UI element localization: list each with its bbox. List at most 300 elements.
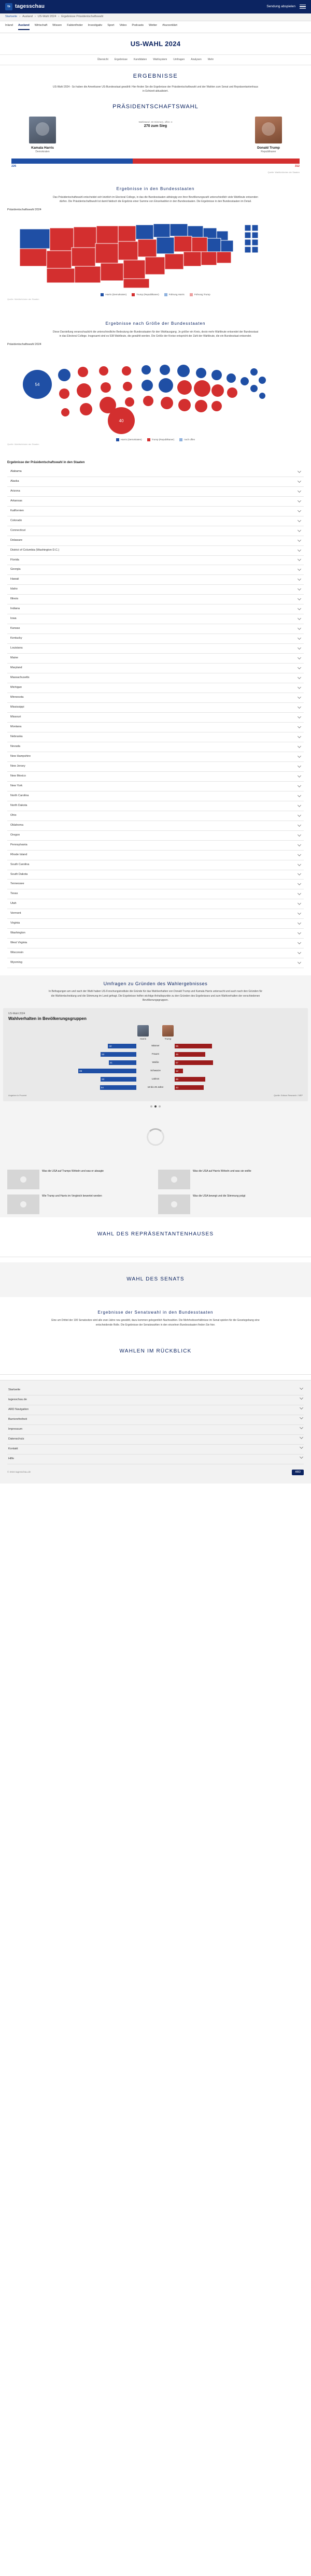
state-accordion-label: Minnesota: [10, 696, 24, 699]
svg-text:54: 54: [35, 382, 40, 387]
chevron-down-icon: [298, 872, 301, 875]
state-accordion-row[interactable]: [7, 654, 304, 664]
chevron-down-icon: [298, 960, 301, 964]
chevron-down-icon: [298, 626, 301, 630]
chevron-down-icon: [298, 725, 301, 728]
chevron-down-icon: [298, 803, 301, 807]
footer-item-label: Hilfe: [8, 1457, 15, 1460]
chevron-down-icon: [298, 833, 301, 837]
chevron-down-icon: [298, 862, 301, 866]
chevron-down-icon: [300, 1386, 303, 1390]
state-accordion-row[interactable]: [7, 575, 304, 585]
breadcrumb-item-1[interactable]: Ausland: [22, 15, 33, 18]
breadcrumb-item-2[interactable]: US-Wahl 2024: [37, 15, 56, 18]
footer-item[interactable]: [7, 1445, 304, 1455]
top-bar: [0, 0, 311, 13]
state-accordion-row[interactable]: [7, 614, 304, 624]
carousel-dot-0[interactable]: [150, 1105, 152, 1107]
footer: [0, 1380, 311, 1484]
survey-value-trump: 45: [176, 1078, 179, 1081]
tab-mehr[interactable]: Mehr: [207, 57, 214, 61]
map2-section: [0, 308, 311, 453]
results-heading: ERGEBNISSE: [133, 73, 178, 80]
survey-group-label: Weiße: [152, 1061, 159, 1064]
state-accordion-row[interactable]: [7, 870, 304, 880]
footer-item-label: Datenschutz: [8, 1437, 24, 1441]
map1-label: Präsidentschaftswahl 2024: [7, 208, 41, 211]
nav-item-investigativ[interactable]: Investigativ: [88, 23, 103, 27]
footer-item-label: ARD Navigation: [8, 1407, 29, 1411]
ev-source: Quelle: Wahlbehörden der Staaten: [267, 170, 300, 174]
breadcrumb: [0, 13, 311, 21]
chevron-down-icon: [298, 587, 301, 591]
survey-bar-harris: [8, 1044, 136, 1048]
survey-bar-harris: [8, 1085, 136, 1090]
chevron-down-icon: [298, 931, 301, 934]
breadcrumb-sep-3: ›: [58, 15, 60, 18]
state-accordion-row[interactable]: [7, 683, 304, 693]
state-accordion-row[interactable]: [7, 664, 304, 673]
survey-value-harris: 53: [102, 1078, 105, 1081]
state-accordion-row[interactable]: [7, 693, 304, 703]
state-accordion-label: Wisconsin: [10, 951, 24, 955]
legend-lead-harris: [164, 293, 185, 297]
state-accordion-label: Nebraska: [10, 735, 23, 738]
chevron-down-icon: [298, 754, 301, 758]
ev-labels: [11, 165, 300, 169]
state-accordion-row[interactable]: [7, 605, 304, 614]
teaser-image-1: [158, 1170, 190, 1189]
states-accordion-title: Ergebnisse der Präsidentschaftswahl in den Staaten: [7, 461, 85, 465]
state-accordion-row[interactable]: [7, 732, 304, 742]
tab-wahlsystem[interactable]: Wahlsystem: [153, 57, 167, 61]
survey-group-label: Schwarze: [150, 1069, 161, 1072]
chevron-down-icon: [298, 685, 301, 689]
state-accordion-label: Vermont: [10, 912, 21, 915]
survey-harris-head: [137, 1025, 149, 1041]
chevron-down-icon: [298, 567, 301, 571]
legend-lead-trump: [190, 293, 210, 297]
state-accordion-label: Ohio: [10, 813, 17, 817]
state-accordion-label: Missouri: [10, 715, 21, 718]
state-accordion-row[interactable]: [7, 889, 304, 899]
footer-item[interactable]: [7, 1386, 304, 1395]
chevron-down-icon: [298, 921, 301, 925]
brand[interactable]: [5, 3, 45, 11]
state-accordion-row[interactable]: [7, 919, 304, 929]
senate-banner: WAHL DES SENATS: [0, 1262, 311, 1297]
survey-group-row: [8, 1084, 303, 1091]
chevron-down-icon: [300, 1435, 303, 1439]
survey-bar-trump: [175, 1052, 303, 1057]
nav-item-wirtschaft[interactable]: Wirtschaft: [34, 23, 48, 27]
chevron-down-icon: [298, 695, 301, 699]
survey-value-harris: 41: [109, 1061, 112, 1064]
survey-harris-name: Harris: [140, 1037, 146, 1040]
candidate-harris: [11, 117, 74, 154]
state-accordion-row[interactable]: [7, 477, 304, 487]
state-accordion-label: Colorado: [10, 519, 22, 522]
state-accordion-row[interactable]: [7, 841, 304, 851]
electoral-vote-bar: [11, 159, 300, 164]
chevron-down-icon: [298, 891, 301, 895]
us-bubble-svg: [7, 348, 304, 436]
tab-kandidaten[interactable]: Kandidaten: [133, 57, 147, 61]
chevron-down-icon: [298, 528, 301, 532]
map2-legend: [7, 438, 304, 442]
page-title-bar: [0, 33, 311, 55]
house-banner: WAHL DES REPRÄSENTANTENHAUSES: [97, 1231, 214, 1237]
state-accordion-label: Idaho: [10, 587, 18, 591]
chevron-down-icon: [298, 951, 301, 954]
chevron-down-icon: [298, 509, 301, 512]
chevron-down-icon: [300, 1426, 303, 1429]
survey-card-heads: [8, 1025, 303, 1041]
survey-group-row: [8, 1059, 303, 1066]
state-accordion-row[interactable]: [7, 929, 304, 939]
state-accordion-row[interactable]: [7, 939, 304, 948]
nav-item-kurzerklaert[interactable]: #kurzerklärt: [162, 23, 177, 27]
nav-item-faktenfinder[interactable]: Faktenfinder: [67, 23, 83, 27]
state-accordion-label: Texas: [10, 892, 18, 896]
footer-item[interactable]: [7, 1455, 304, 1464]
chevron-down-icon: [298, 901, 301, 905]
state-accordion-label: Kentucky: [10, 637, 22, 640]
survey-bar-harris: [8, 1069, 136, 1073]
footer-item-label: tagesschau.de: [8, 1398, 27, 1401]
candidate-trump: [237, 117, 300, 154]
breadcrumb-sep-2: ›: [34, 15, 36, 18]
nav-item-wetter[interactable]: Wetter: [149, 23, 158, 27]
chevron-down-icon: [298, 911, 301, 915]
harris-name: Kamala Harris: [31, 146, 54, 150]
teaser-item-0[interactable]: [7, 1170, 153, 1189]
state-accordion-row[interactable]: [7, 634, 304, 644]
chevron-down-icon: [298, 774, 301, 778]
status-note-wrap: [138, 117, 172, 129]
survey-value-harris: 54: [101, 1086, 104, 1089]
legend2-harris: [116, 438, 142, 442]
teaser-item-1[interactable]: [158, 1170, 304, 1189]
divider-review: [0, 1374, 311, 1375]
state-accordion-row[interactable]: [7, 742, 304, 752]
chevron-down-icon: [298, 823, 301, 827]
state-accordion-row[interactable]: [7, 948, 304, 958]
trump-party: Republikaner: [261, 150, 276, 154]
footer-item[interactable]: [7, 1405, 304, 1415]
survey-trump-name: Trump: [164, 1037, 172, 1040]
state-accordion-row[interactable]: [7, 497, 304, 507]
teaser-item-3[interactable]: [158, 1195, 304, 1214]
state-accordion-label: Nevada: [10, 744, 20, 748]
ev-needed: 270 zum Sieg: [144, 124, 167, 128]
state-accordion-row[interactable]: [7, 880, 304, 889]
copyright: © 2024 tagesschau.de: [7, 1471, 31, 1474]
footer-item-label: Kontakt: [8, 1447, 18, 1450]
state-accordion-label: Maryland: [10, 666, 22, 670]
footer-item[interactable]: [7, 1435, 304, 1445]
state-accordion-label: Louisiana: [10, 646, 23, 650]
nav-item-video[interactable]: Video: [119, 23, 127, 27]
state-accordion-row[interactable]: [7, 762, 304, 772]
footer-item-label: Startseite: [8, 1388, 21, 1391]
harris-party: Demokraten: [35, 150, 50, 154]
chevron-down-icon: [298, 813, 301, 817]
chevron-down-icon: [300, 1416, 303, 1419]
survey-value-trump: 12: [176, 1070, 179, 1073]
chevron-down-icon: [300, 1445, 303, 1449]
survey-bar-rows: [8, 1043, 303, 1091]
teaser-title-2: Wie Trump und Harris im Vergleich bewertet werden: [42, 1194, 102, 1198]
state-accordion-row[interactable]: [7, 595, 304, 605]
nav-item-wissen[interactable]: Wissen: [52, 23, 62, 27]
footer-item[interactable]: [7, 1395, 304, 1405]
ev-count-harris: 226: [11, 164, 17, 168]
legend2-trump-label: Trump (Republikaner): [151, 438, 175, 441]
loading-area: [0, 1107, 311, 1167]
chevron-down-icon: [298, 646, 301, 650]
state-accordion-label: New York: [10, 784, 23, 787]
teaser-item-2[interactable]: [7, 1195, 153, 1214]
state-accordion-label: Montana: [10, 725, 22, 728]
state-accordion-row[interactable]: [7, 752, 304, 762]
chevron-down-icon: [298, 607, 301, 610]
ev-count-trump: 312: [294, 164, 300, 168]
state-accordion-row[interactable]: [7, 487, 304, 497]
chevron-down-icon: [300, 1396, 303, 1400]
survey-value-harris: 86: [79, 1070, 82, 1073]
trump-portrait: [255, 117, 282, 143]
state-accordion-row[interactable]: [7, 673, 304, 683]
state-accordion-label: Maine: [10, 656, 18, 660]
state-accordion-row[interactable]: [7, 821, 304, 831]
state-accordion-row[interactable]: [7, 811, 304, 821]
teaser-title-1: Was die USA auf Harris Wirbeln und was sie wollte: [193, 1169, 251, 1173]
chevron-down-icon: [298, 656, 301, 659]
state-accordion-row[interactable]: [7, 958, 304, 968]
nav-item-podcasts[interactable]: Podcasts: [132, 23, 144, 27]
map1-legend: [7, 293, 304, 297]
harris-mini-portrait: [137, 1025, 149, 1037]
survey-group-row: [8, 1043, 303, 1049]
survey-group-row: [8, 1068, 303, 1074]
chevron-down-icon: [298, 843, 301, 846]
survey-group-row: [8, 1051, 303, 1058]
state-accordion-label: Delaware: [10, 538, 23, 542]
state-accordion-label: South Carolina: [10, 862, 30, 866]
state-accordion-label: Indiana: [10, 607, 20, 611]
chevron-down-icon: [298, 469, 301, 473]
footer-item-label: Impressum: [8, 1427, 23, 1431]
state-accordion-row[interactable]: [7, 723, 304, 732]
candidate-row: [0, 114, 311, 154]
teaser-grid: [0, 1167, 311, 1217]
loading-spinner-icon: [147, 1128, 164, 1146]
us-map-svg: [7, 213, 304, 291]
state-accordion-label: Florida: [10, 558, 19, 562]
legend2-open: [179, 438, 195, 442]
map2-label: Präsidentschaftswahl 2024: [7, 342, 41, 346]
state-accordion-row[interactable]: [7, 624, 304, 634]
harris-portrait: [29, 117, 56, 143]
survey-group-label: Latinos: [151, 1077, 160, 1081]
state-accordion-row[interactable]: [7, 644, 304, 654]
survey-foot-left: Angaben in Prozent: [8, 1094, 27, 1097]
state-accordion-row[interactable]: [7, 782, 304, 791]
logo-icon: ts: [5, 3, 12, 10]
chevron-down-icon: [298, 941, 301, 944]
map1-text: Das Präsidentschaftswahl entscheidet sich letztlich im Electoral College, in das die Bundesstaaten abhängig von ihrer Bevölkerungszahl unterschiedlich viele Wahlleute entsenden dürfen. Die Präsidentschaftswahl ist damit faktisch die Ergebnis einer Summe von Einzelwahlen in den Bundesstaaten. Die Ergebnisse in den Bundesstaaten im Detail.: [53, 195, 258, 204]
state-accordion-label: Iowa: [10, 617, 17, 621]
state-accordion-row[interactable]: [7, 507, 304, 516]
state-accordion-row[interactable]: [7, 565, 304, 575]
chevron-down-icon: [298, 764, 301, 768]
us-bubble-map[interactable]: [7, 348, 304, 436]
state-accordion-row[interactable]: [7, 467, 304, 477]
state-accordion-row[interactable]: [7, 703, 304, 713]
survey-foot-right: Quelle: Edison Research / NEP: [274, 1094, 303, 1097]
live-play-label[interactable]: Sendung abspielen: [266, 5, 295, 9]
state-accordion-row[interactable]: [7, 585, 304, 595]
legend-trump-label: Trump (Republikaner): [136, 293, 159, 296]
state-accordion-label: Hawaii: [10, 578, 19, 581]
state-accordion-label: Oregon: [10, 833, 20, 837]
state-accordion-label: Virginia: [10, 922, 20, 925]
state-accordion-row[interactable]: [7, 713, 304, 723]
state-accordion-row[interactable]: [7, 909, 304, 919]
carousel-dot-2[interactable]: [159, 1105, 161, 1107]
state-accordion-label: New Mexico: [10, 774, 26, 778]
status-note: Wahlstand: 49 Stimmen, offen: 4: [138, 120, 173, 123]
state-accordion-label: Kansas: [10, 627, 20, 630]
chevron-down-icon: [300, 1406, 303, 1409]
chevron-down-icon: [298, 479, 301, 483]
survey-value-trump: 45: [176, 1053, 179, 1056]
footer-item-label: Barrierefreiheit: [8, 1417, 27, 1421]
state-accordion-label: North Dakota: [10, 803, 27, 807]
survey-value-trump: 57: [176, 1061, 179, 1064]
state-accordion-label: Wyoming: [10, 961, 22, 965]
chevron-down-icon: [298, 735, 301, 738]
chevron-down-icon: [298, 705, 301, 709]
tab-ergebnisse[interactable]: Ergebnisse: [114, 57, 128, 61]
state-accordion-label: Tennessee: [10, 882, 24, 886]
state-accordion-row[interactable]: [7, 860, 304, 870]
survey-bar-trump: [175, 1060, 303, 1065]
state-accordion-label: South Dakota: [10, 872, 28, 876]
sub-nav: [0, 55, 311, 65]
nav-item-sport[interactable]: Sport: [107, 23, 115, 27]
state-accordion-label: Arizona: [10, 489, 20, 493]
state-accordion-label: Connecticut: [10, 528, 26, 532]
chevron-down-icon: [298, 666, 301, 669]
state-accordion-label: Arkansas: [10, 499, 22, 502]
state-accordion-label: Oklahoma: [10, 823, 24, 827]
ev-bar-dem: [11, 159, 133, 164]
state-accordion-label: Alaska: [10, 479, 19, 483]
nav-item-inland[interactable]: Inland: [5, 23, 13, 27]
tab-uebersicht[interactable]: Übersicht: [97, 57, 108, 61]
state-accordion-label: District of Columbia (Washington D.C.): [10, 548, 60, 552]
teaser-image-0: [7, 1170, 39, 1189]
chevron-down-icon: [298, 882, 301, 885]
results-intro: US-Wahl 2024 - So haben die Amerikaner US-Bundesstaat gewählt: Hier finden Sie die Ergebnisse der Präsidentschaftswahl und der Wahlen zum Senat und Repräsentantenhaus in Echtzeit aktualisiert.: [53, 85, 258, 93]
state-accordion-row[interactable]: [7, 526, 304, 536]
chevron-down-icon: [298, 794, 301, 797]
state-accordion-row[interactable]: [7, 791, 304, 801]
chevron-down-icon: [298, 744, 301, 748]
tab-umfragen[interactable]: Umfragen: [173, 57, 185, 61]
us-choropleth-map[interactable]: [7, 213, 304, 291]
carousel-dot-1[interactable]: [154, 1105, 157, 1107]
ev-bar-rep: [133, 159, 300, 164]
map1-heading: Ergebnisse in den Bundesstaaten: [116, 186, 195, 192]
ard-logo[interactable]: ARD: [292, 1470, 304, 1475]
chevron-down-icon: [298, 597, 301, 600]
tab-analysen[interactable]: Analysen: [191, 57, 202, 61]
teaser-title-3: Was die USA bewegt und die Stimmung prägt: [193, 1194, 246, 1198]
survey-group-label: 18 bis 29 Jahre: [147, 1086, 164, 1089]
map2-text: Diese Darstellung veranschaulicht die unterschiedliche Bedeutung der Bundesstaaten für den Wahlausgang. Je größer ein Kreis, desto mehr Wahlleute entsendet der Bundesstaat in das Electoral College. Insgesamt sind es 538 Wahlleute, die gewählt werden. Die Größe der Kreise entspricht der Zahl der Wahlleute, die ein Bundesstaat entsendet.: [52, 330, 259, 338]
legend2-open-label: noch offen: [184, 438, 195, 441]
state-accordion-row[interactable]: [7, 556, 304, 566]
state-accordion-label: Pennsylvania: [10, 843, 27, 846]
chevron-down-icon: [298, 616, 301, 620]
state-accordion-row[interactable]: [7, 546, 304, 556]
survey-bar-trump: [175, 1077, 303, 1082]
state-accordion-row[interactable]: [7, 831, 304, 841]
state-accordion-row[interactable]: [7, 851, 304, 860]
hamburger-icon[interactable]: [300, 5, 306, 9]
state-accordion-row[interactable]: [7, 899, 304, 909]
state-accordion-label: West Virginia: [10, 941, 27, 945]
survey-card-title: Wahlverhalten in Bevölkerungsgruppen: [8, 1016, 87, 1021]
svg-text:40: 40: [119, 418, 124, 423]
state-accordion-row[interactable]: [7, 772, 304, 782]
state-accordion-row[interactable]: [7, 536, 304, 546]
survey-card-kicker: US-Wahl 2024: [8, 1012, 25, 1015]
survey-value-trump: 55: [176, 1045, 179, 1048]
state-accordion-label: Michigan: [10, 686, 22, 689]
chevron-down-icon: [298, 675, 301, 679]
survey-bar-trump: [175, 1069, 303, 1073]
footer-bottom: [7, 1464, 304, 1475]
senate-text: Eine um Drittel der 100 Senatssitze wird alle zwei Jahre neu gewählt, dazu kommen gelegentlich Nachwahlen. Die Mehrheitsverhältnisse im Senat spielen für die Gesetzgebung eine entscheidende Rolle. Die Ergebnisse der Senatswahlen in den einzelnen Bundesstaaten finden Sie hier.: [51, 1319, 260, 1327]
state-accordion-row[interactable]: [7, 801, 304, 811]
survey-trump-head: [162, 1025, 174, 1041]
survey-card-foot: [8, 1094, 303, 1097]
trump-name: Donald Trump: [257, 146, 280, 150]
nav-item-ausland[interactable]: Ausland: [18, 24, 30, 30]
main-nav: [0, 21, 311, 33]
legend-harris-label: Harris (Demokraten): [105, 293, 127, 296]
breadcrumb-item-0[interactable]: Startseite: [5, 15, 18, 18]
state-accordion-label: Washington: [10, 931, 25, 935]
survey-bar-harris: [8, 1077, 136, 1082]
state-accordion-label: North Carolina: [10, 794, 29, 797]
footer-item[interactable]: [7, 1415, 304, 1425]
chevron-down-icon: [298, 853, 301, 856]
map1-section: [0, 174, 311, 308]
state-accordion-label: Illinois: [10, 597, 19, 601]
state-accordion-row[interactable]: [7, 516, 304, 526]
chevron-down-icon: [298, 784, 301, 787]
chevron-down-icon: [298, 538, 301, 542]
brand-name: tagesschau: [15, 3, 45, 9]
footer-item[interactable]: [7, 1425, 304, 1435]
teaser-image-3: [158, 1195, 190, 1214]
legend-lead-trump-label: Führung Trump: [194, 293, 210, 296]
